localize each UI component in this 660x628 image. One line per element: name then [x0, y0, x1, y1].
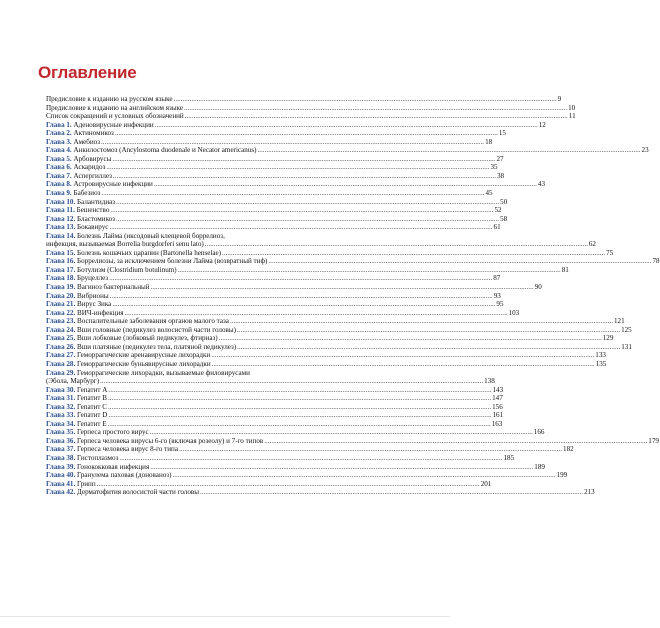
toc-entry[interactable]: [46, 103, 576, 113]
toc-entry-title: Арбовирусы: [73, 154, 112, 163]
toc-page-number: 18: [485, 137, 493, 146]
toc-entry[interactable]: [46, 112, 576, 121]
toc-chapter-number: Глава 32.: [46, 402, 76, 411]
toc-page-number: 182: [563, 445, 574, 454]
dot-leader: [106, 163, 489, 172]
toc-page-number: 62: [588, 240, 596, 249]
dot-leader: [184, 104, 567, 113]
dot-leader: [200, 488, 583, 497]
toc-entry-title: Вши головные (педикулез волосистой части головы): [77, 325, 236, 334]
toc-page-number: 61: [493, 223, 501, 232]
dot-leader: [237, 326, 620, 335]
dot-leader: [113, 172, 496, 181]
table-of-contents: [46, 95, 660, 497]
toc-entry[interactable]: [46, 137, 493, 147]
toc-chapter-number: Глава 1.: [46, 120, 72, 129]
toc-entry[interactable]: [46, 291, 501, 301]
toc-entry-title: Воспалительные заболевания органов малого таза: [77, 317, 229, 326]
dot-leader: [257, 146, 640, 155]
toc-entry[interactable]: [46, 419, 503, 429]
dot-leader: [268, 257, 651, 266]
dot-leader: [110, 292, 493, 301]
toc-chapter-number: Глава 29.: [46, 368, 76, 377]
toc-chapter-number: Глава 10.: [46, 197, 76, 206]
toc-page-number: 11: [568, 112, 576, 121]
toc-page-number: 58: [500, 214, 508, 223]
toc-entry-title: Гепатит E: [77, 419, 107, 428]
toc-entry-title: Гепатит C: [77, 402, 108, 411]
toc-entry[interactable]: [46, 129, 506, 138]
toc-entry[interactable]: [46, 385, 504, 395]
toc-page-number: 189: [534, 462, 545, 471]
toc-page-number: 12: [538, 120, 546, 129]
toc-chapter-number: Глава 2.: [46, 129, 72, 138]
dot-leader: [112, 155, 495, 164]
toc-chapter-number: Глава 25.: [46, 334, 76, 343]
toc-entry-title: Вагиноз бактериальный: [77, 283, 150, 292]
dot-leader: [109, 223, 492, 232]
toc-entry-title: Балантидиаз: [77, 197, 116, 206]
dot-leader: [101, 189, 484, 198]
toc-chapter-number: Глава 6.: [46, 163, 72, 172]
toc-chapter-number: Глава 17.: [46, 265, 76, 274]
toc-entry-title: Актиномикоз: [73, 129, 114, 138]
dot-leader: [205, 240, 588, 249]
toc-entry-title: инфекция, вызываемая Borrelia burgdorferi senu lato): [46, 240, 204, 249]
toc-entry[interactable]: [46, 180, 545, 189]
dot-leader: [108, 386, 491, 395]
toc-chapter-number: Глава 13.: [46, 223, 76, 232]
toc-entry[interactable]: [46, 223, 501, 232]
toc-chapter-number: Глава 27.: [46, 351, 76, 360]
toc-page-number: 50: [500, 197, 508, 206]
toc-entry[interactable]: [46, 436, 659, 446]
dot-leader: [222, 249, 605, 258]
toc-entry[interactable]: [46, 368, 495, 386]
toc-entry-title: Вирус Зика: [77, 300, 112, 309]
toc-entry[interactable]: [46, 231, 596, 249]
toc-entry-title: Гонококковая инфекция: [77, 462, 150, 471]
toc-page-number: 156: [492, 402, 503, 411]
toc-chapter-number: Глава 21.: [46, 300, 76, 309]
toc-chapter-number: Глава 40.: [46, 471, 76, 480]
toc-entry-title: Предисловие к изданию на английском языке: [46, 103, 184, 112]
dot-leader: [174, 95, 557, 104]
toc-page-number: 135: [595, 359, 607, 368]
toc-page-number: 75: [606, 248, 614, 257]
dot-leader: [230, 317, 613, 326]
dot-leader: [97, 480, 480, 489]
toc-chapter-number: Глава 4.: [46, 146, 72, 155]
toc-chapter-number: Глава 41.: [46, 479, 76, 488]
toc-page-number: 38: [496, 171, 505, 180]
toc-entry-title: Бластомикоз: [77, 214, 116, 223]
toc-entry-title: Аденовирусные инфекции: [73, 120, 154, 129]
toc-page-number: 131: [621, 342, 632, 351]
toc-chapter-number: Глава 15.: [46, 248, 76, 257]
dot-leader: [115, 129, 498, 138]
dot-leader: [112, 300, 495, 309]
toc-entry[interactable]: [46, 488, 595, 497]
dot-leader: [211, 351, 594, 360]
dot-leader: [150, 428, 533, 437]
toc-page-number: 52: [494, 206, 502, 215]
dot-leader: [264, 437, 647, 446]
toc-entry[interactable]: [46, 146, 649, 155]
toc-chapter-number: Глава 18.: [46, 274, 76, 283]
toc-entry-title: Ботулизм (Clostridium botulinum): [77, 265, 177, 274]
toc-page-number: 23: [641, 146, 649, 155]
dot-leader: [116, 215, 499, 224]
toc-page-number: 213: [584, 488, 595, 497]
toc-page-number: 129: [602, 334, 614, 343]
toc-chapter-number: Глава 7.: [46, 171, 72, 180]
toc-entry-title: Гранулема паховая (донованоз): [77, 471, 172, 480]
toc-entry-title: Гистоплазмоз: [77, 453, 119, 462]
toc-entry[interactable]: [46, 325, 632, 335]
toc-entry-title: Бабезиоз: [73, 189, 101, 198]
dot-leader: [185, 112, 568, 121]
toc-chapter-number: Глава 36.: [46, 436, 76, 445]
toc-chapter-number: Глава 12.: [46, 214, 76, 223]
dot-leader: [219, 334, 602, 343]
toc-page-number: 103: [508, 308, 520, 317]
toc-entry-title: Болезнь кошачьих царапин (Bartonella henselae): [77, 248, 222, 257]
toc-entry-title: Болезнь Лайма (иксодовый клещевой боррелиоз,: [77, 231, 225, 240]
toc-entry-title: Герпеса человека вирусы 6-го (включая розеолу) и 7-го типов: [77, 436, 264, 445]
toc-entry-title: Гепатит D: [77, 411, 108, 420]
dot-leader: [150, 463, 533, 472]
dot-leader: [172, 471, 555, 480]
toc-entry-title: Анкилостомоз (Ancylostoma duodenale и Necator americanus): [73, 146, 257, 155]
toc-entry-title: Грипп: [77, 479, 96, 488]
toc-entry-title: (Эбола, Марбург): [46, 377, 100, 386]
toc-page-number: 133: [595, 351, 606, 360]
dot-leader: [151, 283, 534, 292]
toc-entry[interactable]: [46, 411, 504, 420]
toc-page-number: 199: [556, 471, 568, 480]
toc-entry[interactable]: [46, 342, 632, 352]
toc-entry-title: Вибрионы: [77, 291, 109, 300]
toc-chapter-number: Глава 16.: [46, 257, 76, 266]
dot-leader: [116, 198, 499, 207]
toc-entry-title: Геморрагические лихорадки, вызываемые филовирусами: [77, 368, 250, 377]
toc-chapter-number: Глава 31.: [46, 394, 76, 403]
dot-leader: [178, 266, 561, 275]
toc-chapter-number: Глава 23.: [46, 317, 76, 326]
toc-chapter-number: Глава 33.: [46, 411, 76, 420]
toc-entry-title: Боррелиозы, за исключением болезни Лайма (возвратный тиф): [77, 257, 268, 266]
toc-entry[interactable]: [46, 189, 493, 198]
toc-chapter-number: Глава 26.: [46, 342, 76, 351]
toc-entry[interactable]: [46, 248, 614, 258]
toc-chapter-number: Глава 37.: [46, 445, 76, 454]
toc-entry[interactable]: [46, 171, 505, 181]
toc-page-number: 45: [485, 189, 493, 198]
dot-leader: [101, 138, 484, 147]
page-bottom-edge: [0, 616, 450, 617]
toc-page-number: 163: [491, 419, 503, 428]
dot-leader: [109, 274, 492, 283]
toc-page-number: 166: [533, 428, 545, 437]
toc-page-number: 95: [496, 300, 504, 309]
toc-entry-title: Амебиоз: [73, 137, 101, 146]
dot-leader: [108, 394, 491, 403]
page-title: Оглавление: [38, 63, 137, 82]
dot-leader: [100, 377, 483, 386]
toc-page-number: 143: [492, 385, 504, 394]
toc-page-number: 27: [496, 154, 504, 163]
toc-entry[interactable]: [46, 359, 607, 369]
toc-entry[interactable]: [46, 283, 542, 292]
toc-page-number: 185: [503, 453, 515, 462]
toc-entry-title: Гепатит A: [77, 385, 108, 394]
toc-entry[interactable]: [46, 471, 568, 480]
toc-chapter-number: Глава 28.: [46, 359, 76, 368]
toc-entry[interactable]: [46, 197, 508, 207]
dot-leader: [108, 420, 491, 429]
toc-chapter-number: Глава 14.: [46, 231, 76, 240]
toc-entry[interactable]: [46, 317, 625, 326]
toc-chapter-number: Глава 20.: [46, 291, 76, 300]
dot-leader: [154, 180, 537, 189]
dot-leader: [155, 121, 538, 130]
toc-entry-title: Геморрагические аренавирусные лихорадки: [77, 351, 211, 360]
toc-entry-title: Бруцеллез: [77, 274, 109, 283]
toc-entry[interactable]: [46, 445, 574, 454]
toc-page-number: 125: [621, 325, 632, 334]
toc-chapter-number: Глава 3.: [46, 137, 72, 146]
toc-page-number: 90: [534, 283, 542, 292]
toc-chapter-number: Глава 19.: [46, 283, 76, 292]
toc-entry[interactable]: [46, 163, 498, 172]
toc-page-number: 78: [652, 257, 660, 266]
toc-page-number: 147: [492, 394, 503, 403]
toc-entry[interactable]: [46, 479, 492, 489]
toc-entry-title: Астровирусные инфекции: [73, 180, 153, 189]
toc-entry[interactable]: [46, 334, 614, 343]
dot-leader: [212, 360, 595, 369]
toc-chapter-number: Глава 39.: [46, 462, 76, 471]
toc-entry-title: Гепатит B: [77, 394, 108, 403]
toc-chapter-number: Глава 9.: [46, 189, 72, 198]
toc-entry-title: Список сокращений и условных обозначений: [46, 112, 184, 121]
toc-entry[interactable]: [46, 428, 545, 437]
toc-chapter-number: Глава 42.: [46, 488, 76, 497]
toc-entry[interactable]: [46, 300, 504, 309]
toc-page-number: 35: [490, 163, 498, 172]
toc-page-number: 138: [484, 377, 495, 386]
toc-entry[interactable]: [46, 394, 503, 403]
toc-entry[interactable]: [46, 351, 606, 360]
dot-leader: [108, 403, 491, 412]
toc-entry[interactable]: [46, 120, 546, 130]
toc-chapter-number: Глава 34.: [46, 419, 76, 428]
toc-page-number: 121: [614, 317, 625, 326]
toc-entry[interactable]: [46, 154, 504, 164]
toc-entry-title: Аскаридоз: [73, 163, 106, 172]
toc-chapter-number: Глава 35.: [46, 428, 76, 437]
dot-leader: [119, 454, 502, 463]
toc-entry[interactable]: [46, 274, 501, 283]
toc-chapter-number: Глава 22.: [46, 308, 76, 317]
toc-entry-title: Бокавирус: [77, 223, 109, 232]
toc-entry-title: Герпеса простого вирус: [77, 428, 149, 437]
toc-page-number: 10: [568, 103, 576, 112]
toc-entry[interactable]: [46, 257, 660, 266]
toc-entry-title: Предисловие к изданию на русском языке: [46, 95, 173, 103]
toc-entry[interactable]: [46, 206, 502, 215]
toc-entry-title: ВИЧ-инфекция: [77, 308, 124, 317]
toc-page-number: 87: [493, 274, 501, 283]
toc-chapter-number: Глава 8.: [46, 180, 72, 189]
toc-entry[interactable]: [46, 462, 545, 472]
toc-chapter-number: Глава 5.: [46, 154, 72, 163]
toc-page-number: 15: [498, 129, 506, 138]
dot-leader: [125, 309, 508, 318]
toc-chapter-number: Глава 38.: [46, 453, 76, 462]
toc-page-number: 179: [648, 436, 659, 445]
toc-page-number: 43: [537, 180, 545, 189]
toc-chapter-number: Глава 11.: [46, 206, 75, 215]
toc-page-number: 201: [480, 479, 492, 488]
toc-entry-title: Бешенство: [76, 206, 110, 215]
toc-entry[interactable]: [46, 265, 569, 275]
toc-page-number: 93: [493, 291, 501, 300]
toc-entry-title: Дерматофития волосистой части головы: [77, 488, 200, 497]
dot-leader: [237, 343, 620, 352]
toc-chapter-number: Глава 30.: [46, 385, 76, 394]
toc-chapter-number: Глава 24.: [46, 325, 76, 334]
toc-entry[interactable]: [46, 453, 515, 463]
dot-leader: [108, 411, 491, 420]
toc-entry[interactable]: [46, 95, 562, 104]
toc-entry-title: Вши платяные (педикулез тела, платяной педикулез): [77, 342, 237, 351]
toc-page-number: 161: [492, 411, 504, 420]
toc-entry-title: Вши лобковые (лобковый педикулез, фтириаз): [77, 334, 218, 343]
toc-entry[interactable]: [46, 214, 508, 224]
toc-entry-title: Геморрагические буньявирусные лихорадки: [77, 359, 211, 368]
dot-leader: [110, 206, 493, 215]
toc-page-number: 81: [561, 265, 569, 274]
toc-page-number: 9: [557, 95, 562, 103]
toc-entry[interactable]: [46, 402, 503, 412]
toc-entry[interactable]: [46, 308, 520, 318]
toc-entry-title: Аспергиллез: [73, 171, 112, 180]
dot-leader: [179, 445, 562, 454]
toc-entry-title: Герпеса человека вирус 8-го типа: [77, 445, 178, 454]
